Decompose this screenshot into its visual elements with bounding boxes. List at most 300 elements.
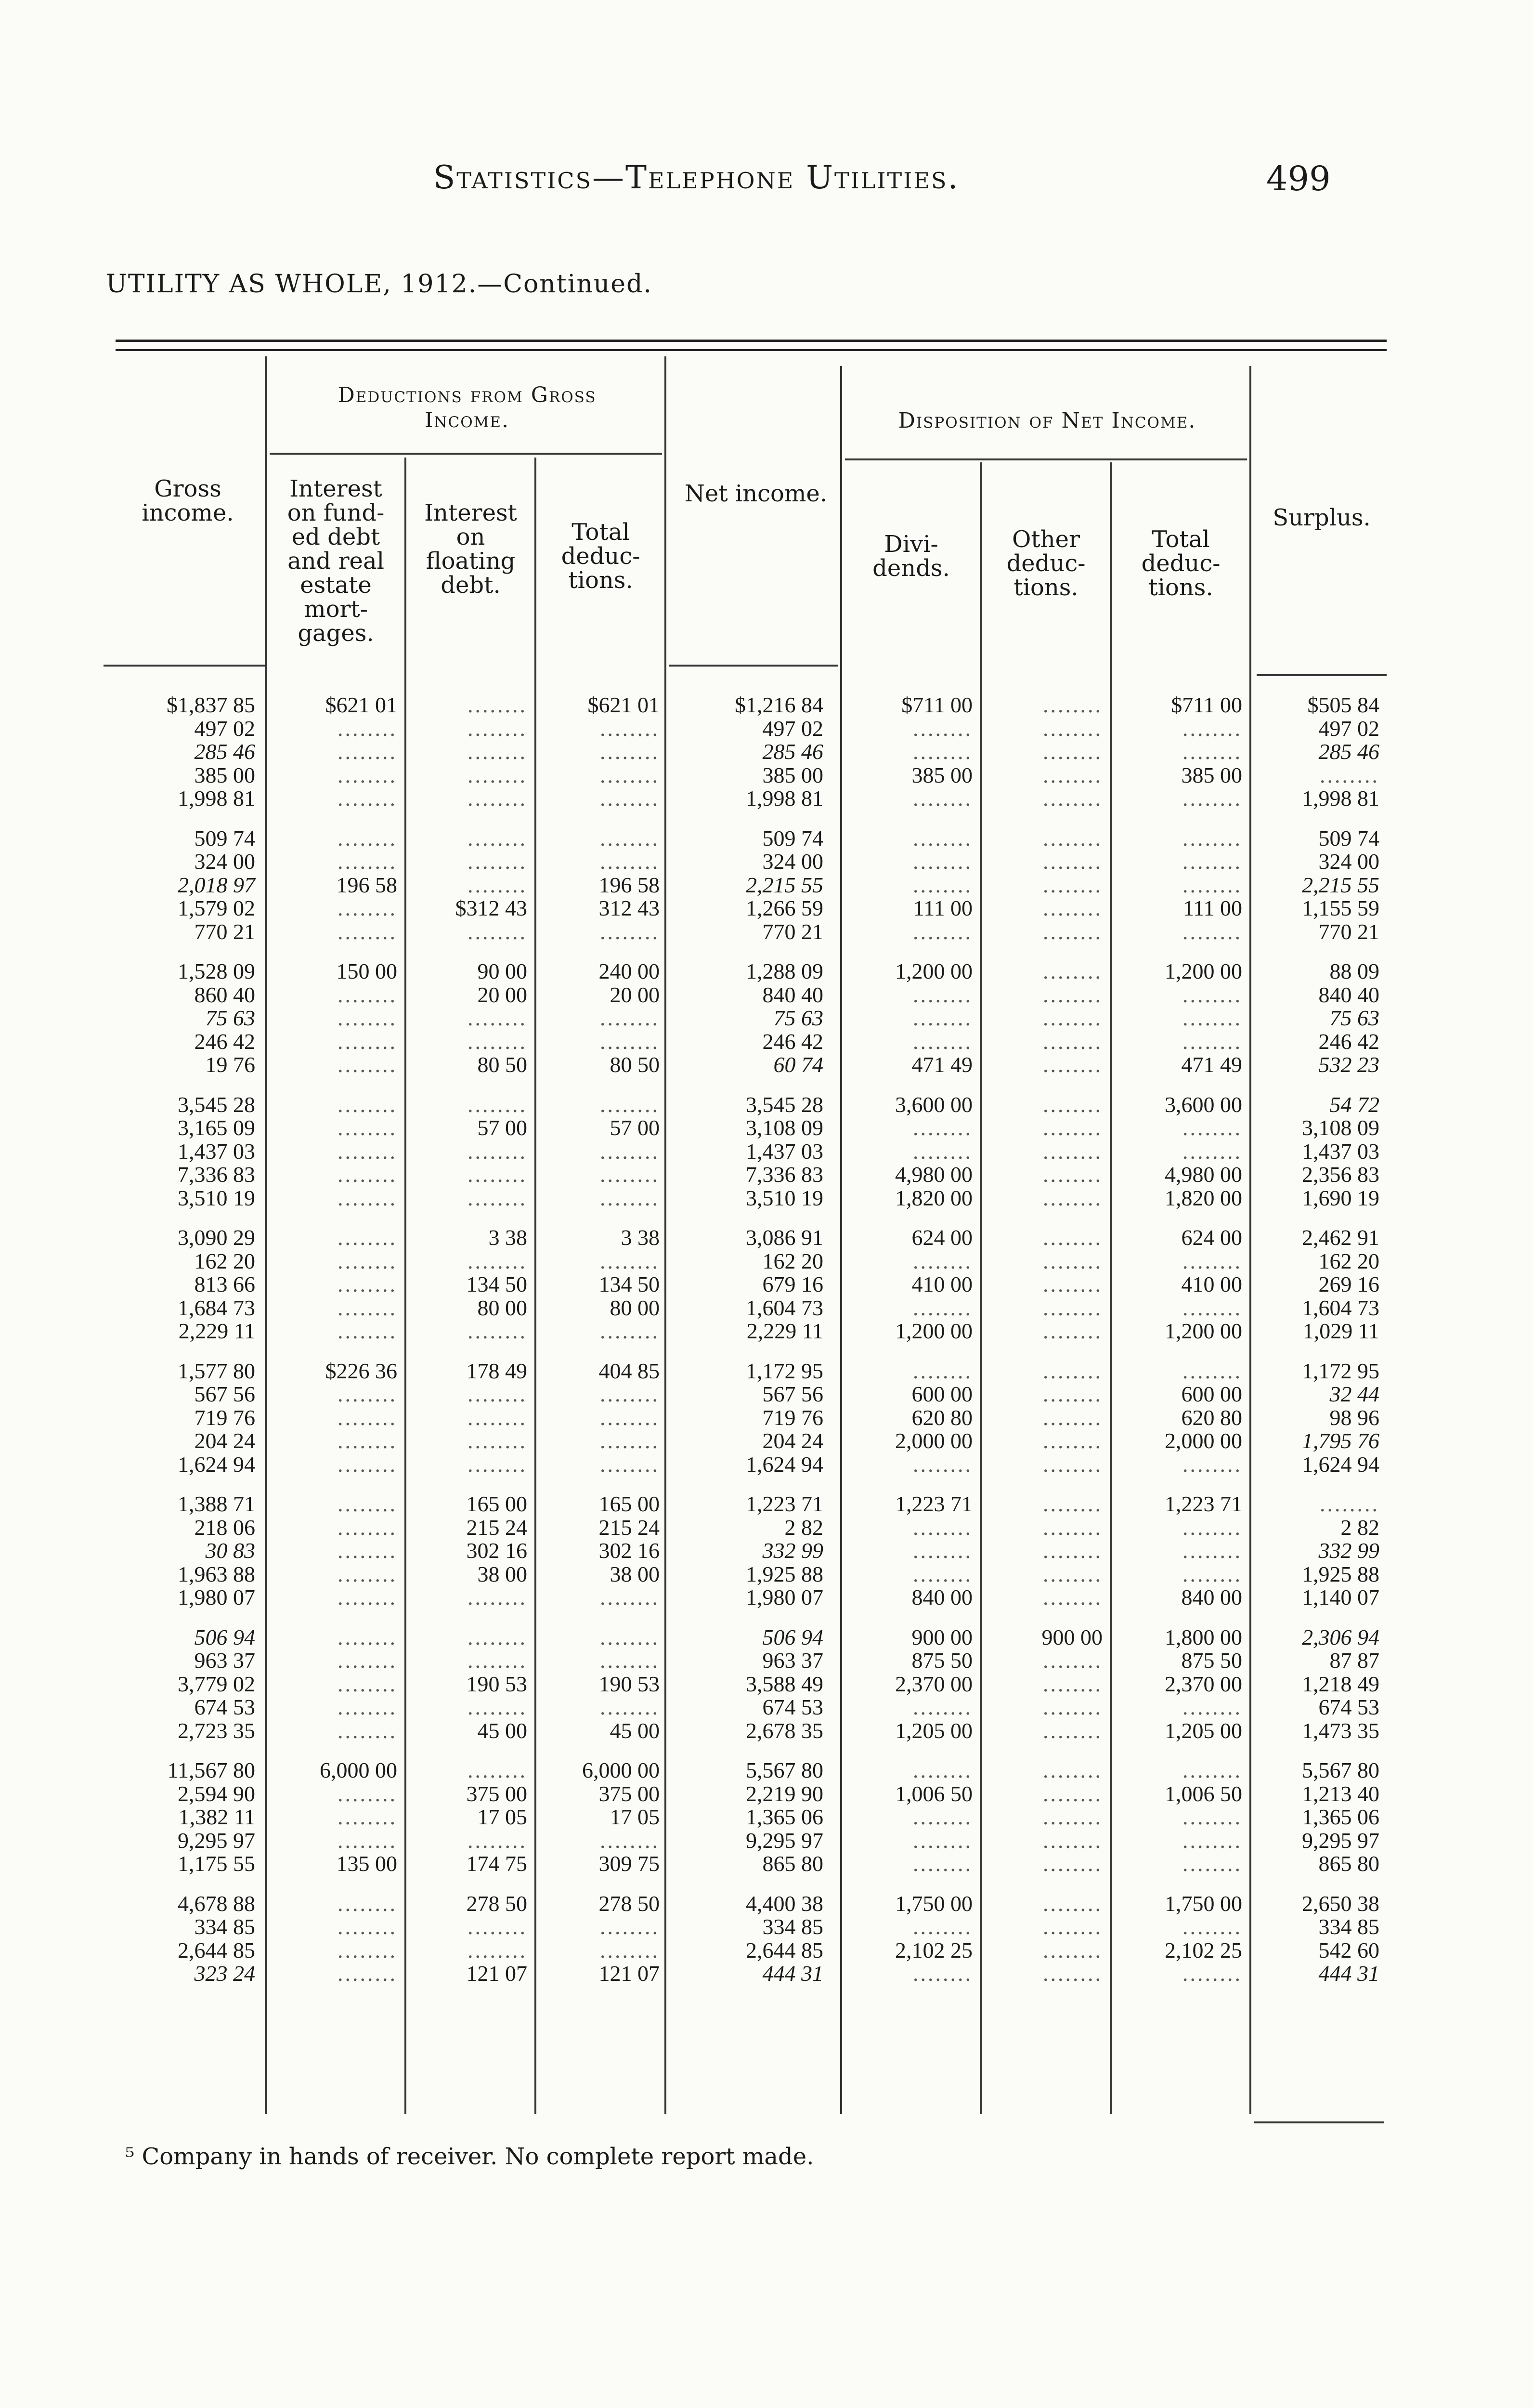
table-cell: ........ [913, 1139, 973, 1164]
table-cell: 30 83 [205, 1538, 255, 1563]
table-cell: 38 00 [477, 1561, 527, 1586]
table-cell: 3,545 28 [746, 1092, 823, 1117]
table-cell: 6,000 00 [320, 1758, 397, 1782]
row-group [985, 960, 1103, 1077]
table-cell: ........ [468, 716, 527, 741]
table-cell: 334 85 [762, 1914, 823, 1939]
table-cell: ........ [1182, 1515, 1242, 1540]
table-cell: 332 99 [762, 1538, 823, 1563]
table-cell: 770 21 [194, 919, 255, 944]
row-group [270, 960, 397, 1077]
table-cell: ........ [600, 1006, 660, 1030]
table-cell: $505 84 [1307, 693, 1379, 717]
table-cell: 1,998 81 [178, 786, 255, 811]
table-cell: 1,604 73 [1302, 1295, 1379, 1320]
colhead-net-income: Net income. [684, 480, 828, 507]
table-cell: ........ [338, 1781, 397, 1806]
table-cell: 1,577 80 [178, 1358, 255, 1383]
table-cell: 246 42 [1318, 1029, 1379, 1054]
table-cell: ........ [468, 1828, 527, 1853]
table-cell: ........ [1043, 1428, 1103, 1453]
table-cell: 1,200 00 [1165, 1319, 1242, 1343]
row-group [120, 827, 255, 944]
table-cell: 323 24 [194, 1961, 255, 1986]
table-cell: 3 38 [621, 1225, 660, 1250]
row-group [539, 1892, 660, 1986]
table-cell: 1,205 00 [895, 1718, 973, 1743]
table-cell: ........ [338, 1139, 397, 1164]
table-cell: ........ [1182, 786, 1242, 811]
table-cell: ........ [338, 919, 397, 944]
table-cell: ........ [468, 1585, 527, 1610]
row-group [1115, 827, 1242, 944]
table-cell: ........ [338, 1805, 397, 1829]
column-total-deductions-2 [1115, 694, 1242, 2002]
table-cell: ........ [468, 1092, 527, 1117]
table-cell: 865 80 [762, 1851, 823, 1876]
table-cell: ........ [1043, 1561, 1103, 1586]
table-cell: ........ [600, 1828, 660, 1853]
table-cell: ........ [338, 739, 397, 764]
table-cell: 509 74 [194, 825, 255, 851]
table-cell: 121 07 [466, 1961, 527, 1986]
table-cell: 111 00 [913, 896, 973, 920]
table-cell: 190 53 [598, 1671, 660, 1696]
table-subtitle: UTILITY AS WHOLE, 1912.—Continued. [106, 270, 652, 299]
table-cell: 1,006 50 [895, 1781, 973, 1806]
table-cell: ........ [1043, 849, 1103, 874]
table-cell: 111 00 [1182, 896, 1242, 920]
table-cell: ........ [468, 1937, 527, 1963]
table-cell: 2,000 00 [895, 1428, 973, 1453]
table-cell: 324 00 [194, 849, 255, 874]
table-cell: ........ [600, 849, 660, 874]
row-group [120, 1093, 255, 1210]
table-cell: ........ [600, 1092, 660, 1117]
table-cell: $621 01 [587, 693, 660, 717]
column-divider [1110, 462, 1112, 2114]
table-cell: ........ [338, 896, 397, 920]
table-cell: ........ [600, 919, 660, 944]
table-cell: 385 00 [762, 762, 823, 787]
table-cell: ........ [338, 1718, 397, 1743]
table-cell: 3,779 02 [178, 1671, 255, 1696]
table-cell: ........ [468, 739, 527, 764]
table-cell: 3,108 09 [1302, 1115, 1379, 1140]
table-cell: 240 00 [598, 959, 660, 983]
table-cell: ........ [1182, 1695, 1242, 1719]
colhead-interest-floating: Interest on floating debt. [424, 499, 517, 599]
table-cell: 1,624 94 [1302, 1452, 1379, 1477]
table-cell: ........ [600, 1319, 660, 1343]
table-cell: 90 00 [477, 959, 527, 983]
table-cell: ........ [338, 1162, 397, 1187]
table-cell: ........ [468, 1624, 527, 1649]
table-cell: 135 00 [336, 1851, 397, 1876]
table-cell: 2,650 38 [1302, 1891, 1379, 1916]
table-cell: 9,295 97 [178, 1828, 255, 1853]
row-group [539, 1492, 660, 1610]
table-cell: 334 85 [194, 1914, 255, 1939]
table-cell: ........ [600, 1382, 660, 1406]
table-cell: ........ [338, 1538, 397, 1563]
table-cell: ........ [468, 1162, 527, 1187]
row-group [1252, 827, 1379, 944]
table-cell: ........ [1043, 1851, 1103, 1876]
table-cell: 302 16 [466, 1538, 527, 1563]
table-cell: 3,600 00 [1165, 1092, 1242, 1117]
table-cell: 9,295 97 [746, 1828, 823, 1853]
table-cell: ........ [600, 1624, 660, 1649]
table-cell: 204 24 [762, 1428, 823, 1453]
colhead-interest-funded: Interest on fund- ed debt and real estate mort- gages. [287, 475, 385, 647]
table-cell: ........ [1043, 739, 1103, 764]
colhead-surplus: Surplus. [1273, 504, 1371, 531]
table-cell: 38 00 [610, 1561, 660, 1586]
table-cell: 302 16 [598, 1538, 660, 1563]
table-cell: 4,980 00 [1165, 1162, 1242, 1187]
table-cell: ........ [1043, 1006, 1103, 1030]
table-cell: 324 00 [1318, 849, 1379, 874]
table-cell: 410 00 [911, 1272, 973, 1296]
row-group [1252, 1626, 1379, 1743]
table-cell: ........ [1043, 1891, 1103, 1916]
table-cell: 45 00 [610, 1718, 660, 1743]
table-cell: ........ [1043, 1272, 1103, 1296]
table-cell: 75 63 [1329, 1006, 1379, 1030]
table-cell: 80 00 [610, 1295, 660, 1320]
table-cell: ........ [468, 1914, 527, 1939]
table-cell: ........ [468, 872, 527, 897]
table-cell: ........ [1182, 1758, 1242, 1782]
table-cell: ........ [338, 1295, 397, 1320]
table-cell: 196 58 [336, 872, 397, 897]
table-cell: ........ [1182, 1248, 1242, 1273]
table-cell: 1,200 00 [1165, 959, 1242, 983]
table-cell: 1,382 11 [178, 1805, 255, 1829]
group-header-disposition: Disposition of Net Income. [898, 408, 1196, 433]
table-cell: 1,437 03 [1302, 1139, 1379, 1164]
row-group [1252, 1492, 1379, 1610]
table-cell: ........ [1182, 1029, 1242, 1054]
table-cell: ........ [913, 1695, 973, 1719]
table-cell: 150 00 [336, 959, 397, 983]
table-cell: ........ [600, 1248, 660, 1273]
table-cell: 9,295 97 [1302, 1828, 1379, 1853]
table-cell: 770 21 [1318, 919, 1379, 944]
table-cell: ........ [1043, 1758, 1103, 1782]
table-cell: ........ [1182, 1115, 1242, 1140]
table-cell: 80 50 [610, 1052, 660, 1077]
table-cell: 1,624 94 [178, 1452, 255, 1477]
table-cell: ........ [338, 1248, 397, 1273]
table-cell: 1,925 88 [1302, 1561, 1379, 1586]
table-cell: 385 00 [1181, 762, 1242, 787]
row-group [674, 1360, 823, 1477]
table-cell: ........ [913, 1758, 973, 1782]
table-cell: 17 05 [477, 1805, 527, 1829]
table-cell: 60 74 [773, 1052, 823, 1077]
table-cell: 75 63 [773, 1006, 823, 1030]
page-title: Statistics—Telephone Utilities. [433, 159, 960, 196]
table-cell: 1,437 03 [178, 1139, 255, 1164]
table-cell: 285 46 [762, 739, 823, 764]
table-cell: 444 31 [1318, 1961, 1379, 1986]
row-group [845, 1759, 973, 1876]
table-cell: 20 00 [610, 982, 660, 1007]
table-cell: ........ [338, 1052, 397, 1077]
table-cell: 1,963 88 [178, 1561, 255, 1586]
row-group [1252, 1892, 1379, 1986]
row-group [539, 1226, 660, 1343]
row-group [985, 1759, 1103, 1876]
table-cell: ........ [913, 1914, 973, 1939]
table-cell: 600 00 [1181, 1382, 1242, 1406]
table-cell: ........ [468, 1648, 527, 1673]
table-cell: 497 02 [762, 716, 823, 741]
table-cell: $1,216 84 [735, 693, 823, 717]
table-cell: 1,155 59 [1302, 896, 1379, 920]
table-cell: ........ [600, 1139, 660, 1164]
table-cell: ........ [1182, 1006, 1242, 1030]
table-cell: ........ [1182, 739, 1242, 764]
row-group [674, 1626, 823, 1743]
table-cell: 162 20 [194, 1248, 255, 1273]
table-cell: ........ [338, 1006, 397, 1030]
table-cell: ........ [600, 1914, 660, 1939]
table-cell: 674 53 [762, 1695, 823, 1719]
table-cell: ........ [600, 825, 660, 851]
table-cell: ........ [338, 1937, 397, 1963]
table-cell: 75 63 [205, 1006, 255, 1030]
row-group [1252, 1226, 1379, 1343]
row-group [1115, 1492, 1242, 1610]
colhead-total-deductions: Total deduc- tions. [561, 519, 640, 594]
table-cell: 204 24 [194, 1428, 255, 1453]
row-group [409, 827, 527, 944]
table-cell: 3,086 91 [746, 1225, 823, 1250]
table-cell: ........ [913, 1561, 973, 1586]
table-cell: 4,980 00 [895, 1162, 973, 1187]
row-group [120, 960, 255, 1077]
table-cell: 1,998 81 [1302, 786, 1379, 811]
table-cell: 1,684 73 [178, 1295, 255, 1320]
table-cell: 2,644 85 [746, 1937, 823, 1963]
table-cell: $1,837 85 [167, 693, 255, 717]
column-divider [265, 356, 267, 2114]
table-cell: 57 00 [477, 1115, 527, 1140]
row-group [845, 1093, 973, 1210]
row-group [120, 1360, 255, 1477]
table-cell: ........ [1182, 1828, 1242, 1853]
table-cell: $711 00 [1171, 693, 1242, 717]
table-cell: ........ [1182, 872, 1242, 897]
table-cell: ........ [1182, 1452, 1242, 1477]
table-cell: ........ [600, 1405, 660, 1430]
table-cell: ........ [1320, 762, 1379, 787]
table-cell: 32 44 [1329, 1382, 1379, 1406]
table-cell: $711 00 [901, 693, 973, 717]
row-group [674, 1759, 823, 1876]
row-group [539, 1759, 660, 1876]
table-cell: 385 00 [911, 762, 973, 787]
table-cell: 963 37 [194, 1648, 255, 1673]
table-cell: 45 00 [477, 1718, 527, 1743]
row-group [674, 1492, 823, 1610]
table-cell: 4,678 88 [178, 1891, 255, 1916]
row-group [409, 1492, 527, 1610]
table-cell: ........ [338, 849, 397, 874]
table-cell: 1,175 55 [178, 1851, 255, 1876]
table-cell: ........ [1043, 872, 1103, 897]
table-cell: ........ [468, 919, 527, 944]
header-bottom-rule [669, 665, 838, 667]
table-cell: 6,000 00 [582, 1758, 660, 1782]
table-cell: ........ [1043, 1515, 1103, 1540]
row-group [120, 1492, 255, 1610]
table-cell: 215 24 [598, 1515, 660, 1540]
table-cell: 497 02 [194, 716, 255, 741]
table-cell: 312 43 [598, 896, 660, 920]
table-cell: 840 40 [1318, 982, 1379, 1007]
row-group [985, 1626, 1103, 1743]
table-cell: 674 53 [194, 1695, 255, 1719]
table-cell: 134 50 [598, 1272, 660, 1296]
row-group [674, 827, 823, 944]
group-header-rule [845, 458, 1247, 460]
table-cell: 719 76 [762, 1405, 823, 1430]
row-group [409, 960, 527, 1077]
table-cell: ........ [468, 1695, 527, 1719]
table-cell: ........ [1043, 1052, 1103, 1077]
table-cell: ........ [913, 786, 973, 811]
table-cell: 2,219 90 [746, 1781, 823, 1806]
table-cell: 165 00 [466, 1492, 527, 1516]
table-cell: ........ [468, 1006, 527, 1030]
table-cell: 1,213 40 [1302, 1781, 1379, 1806]
table-cell: ........ [1043, 982, 1103, 1007]
table-cell: 624 00 [1181, 1225, 1242, 1250]
table-cell: ........ [1182, 919, 1242, 944]
table-cell: 1,925 88 [746, 1561, 823, 1586]
table-cell: 624 00 [911, 1225, 973, 1250]
row-group [985, 1360, 1103, 1477]
row-group [1252, 960, 1379, 1077]
row-group [845, 1492, 973, 1610]
table-cell: 190 53 [466, 1671, 527, 1696]
table-cell: ........ [1043, 693, 1103, 717]
row-group [845, 1360, 973, 1477]
column-divider [664, 356, 666, 2114]
group-header-deductions: Deductions from Gross Income. [338, 383, 597, 432]
table-cell: ........ [338, 1561, 397, 1586]
table-cell: ........ [1043, 896, 1103, 920]
table-cell: ........ [600, 1428, 660, 1453]
table-cell: ........ [913, 1248, 973, 1273]
table-cell: 770 21 [762, 919, 823, 944]
table-cell: 900 00 [1041, 1624, 1103, 1649]
table-cell: ........ [1182, 825, 1242, 851]
table-cell: 57 00 [610, 1115, 660, 1140]
table-cell: 1,205 00 [1165, 1718, 1242, 1743]
table-cell: ........ [1043, 1671, 1103, 1696]
row-group [985, 1492, 1103, 1610]
table-cell: 1,172 95 [746, 1358, 823, 1383]
table-cell: ........ [1043, 1538, 1103, 1563]
table-cell: 196 58 [598, 872, 660, 897]
table-cell: 1,218 49 [1302, 1671, 1379, 1696]
table-cell: 3 38 [488, 1225, 527, 1250]
table-cell: ........ [913, 1358, 973, 1383]
table-cell: 471 49 [911, 1052, 973, 1077]
row-group [985, 827, 1103, 944]
table-cell: 2,370 00 [1165, 1671, 1242, 1696]
table-cell: 600 00 [911, 1382, 973, 1406]
row-group [270, 1492, 397, 1610]
row-group [674, 1226, 823, 1343]
table-cell: ........ [913, 1029, 973, 1054]
table-cell: 375 00 [466, 1781, 527, 1806]
table-cell: 2,000 00 [1165, 1428, 1242, 1453]
row-group [270, 1093, 397, 1210]
row-group [1115, 1093, 1242, 1210]
table-cell: ........ [600, 716, 660, 741]
table-cell: ........ [600, 1937, 660, 1963]
table-cell: 4,400 38 [746, 1891, 823, 1916]
table-cell: 178 49 [466, 1358, 527, 1383]
table-cell: 620 80 [1181, 1405, 1242, 1430]
table-cell: ........ [1182, 1295, 1242, 1320]
table-cell: 174 75 [466, 1851, 527, 1876]
group-header-rule [270, 453, 662, 455]
table-cell: ........ [338, 762, 397, 787]
table-cell: ........ [600, 739, 660, 764]
table-cell: ........ [468, 1029, 527, 1054]
table-cell: ........ [913, 1961, 973, 1986]
table-cell: ........ [1043, 825, 1103, 851]
table-cell: ........ [1043, 1828, 1103, 1853]
table-cell: ........ [1182, 1851, 1242, 1876]
table-cell: ........ [468, 1452, 527, 1477]
table-cell: ........ [338, 1624, 397, 1649]
table-cell: ........ [913, 1115, 973, 1140]
table-cell: 3,588 49 [746, 1671, 823, 1696]
table-cell: 2,594 90 [178, 1781, 255, 1806]
column-net-income [674, 694, 823, 2002]
table-cell: ........ [468, 1382, 527, 1406]
table-cell: 278 50 [466, 1891, 527, 1916]
table-cell: 1,473 35 [1302, 1718, 1379, 1743]
row-group [270, 827, 397, 944]
column-divider [534, 458, 536, 2114]
table-cell: 963 37 [762, 1648, 823, 1673]
table-cell: ........ [1043, 1914, 1103, 1939]
table-cell: ........ [468, 849, 527, 874]
table-cell: 285 46 [1318, 739, 1379, 764]
table-cell: 54 72 [1329, 1092, 1379, 1117]
table-cell: ........ [338, 1382, 397, 1406]
table-cell: ........ [600, 1585, 660, 1610]
table-cell: 218 06 [194, 1515, 255, 1540]
row-group [1115, 960, 1242, 1077]
row-group [120, 1226, 255, 1343]
table-cell: ........ [338, 982, 397, 1007]
table-cell: 162 20 [1318, 1248, 1379, 1273]
column-other-deductions [985, 694, 1103, 2002]
table-cell: ........ [1043, 1358, 1103, 1383]
table-cell: ........ [338, 825, 397, 851]
row-group [985, 1892, 1103, 1986]
